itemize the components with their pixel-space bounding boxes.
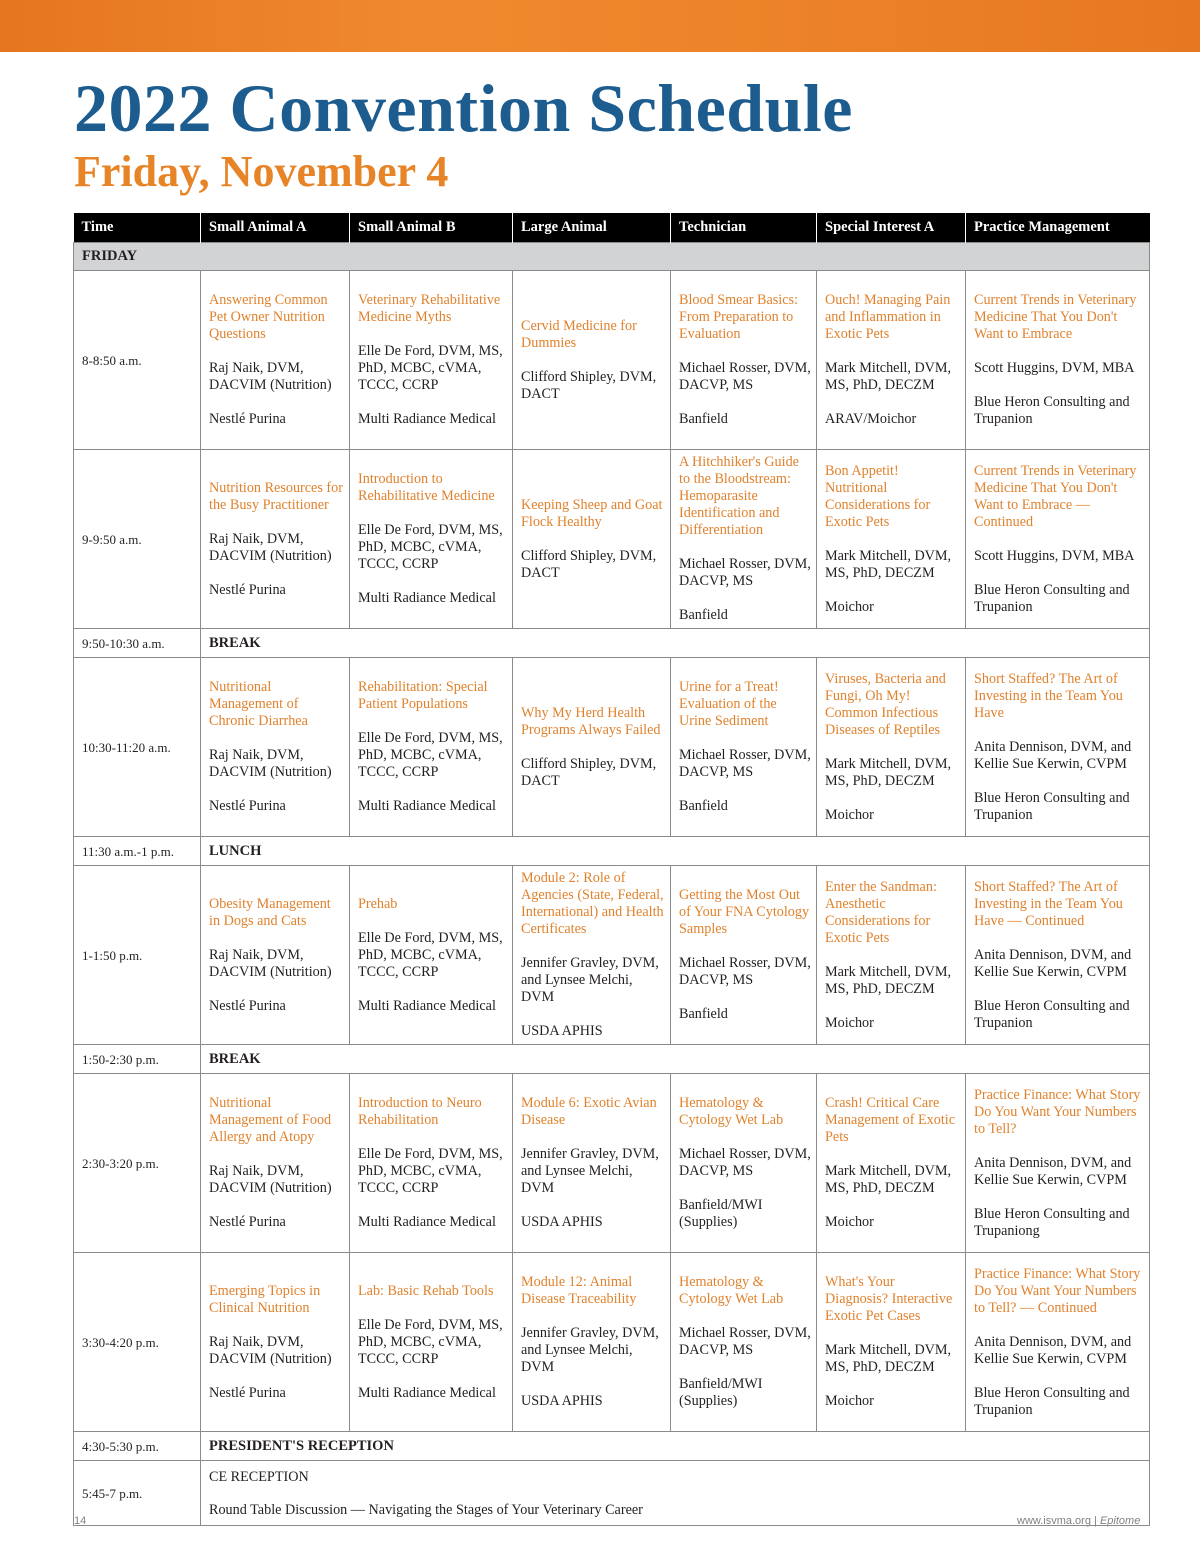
spacer xyxy=(974,1189,1145,1206)
spacer xyxy=(209,514,345,531)
spacer xyxy=(521,1197,666,1214)
spacer xyxy=(358,981,508,998)
spacer xyxy=(358,781,508,798)
session-sponsor: Nestlé Purina xyxy=(209,1384,286,1401)
break-label: BREAK xyxy=(201,1045,1150,1074)
session-cell xyxy=(671,866,817,1045)
session-speaker: Raj Naik, DVM, DACVIM (Nutrition) xyxy=(209,360,332,393)
session-sponsor: Banfield xyxy=(679,411,728,427)
session-cell xyxy=(966,1253,1150,1432)
session-sponsor: Moichor xyxy=(825,1014,874,1031)
spacer xyxy=(679,590,812,607)
session-sponsor: Blue Heron Consulting and Trupanion xyxy=(974,581,1130,615)
spacer xyxy=(974,1368,1145,1385)
break-label: PRESIDENT'S RECEPTION xyxy=(201,1432,1150,1461)
session-title: Cervid Medicine for Dummies xyxy=(521,317,637,351)
footer-separator: | xyxy=(1094,1515,1097,1527)
session-sponsor: Nestlé Purina xyxy=(209,581,286,598)
spacer xyxy=(825,1146,961,1163)
session-speaker: Michael Rosser, DVM, DACVP, MS xyxy=(679,1146,811,1179)
column-header: Time xyxy=(74,213,201,243)
session-title: Rehabilitation: Special Patient Populations xyxy=(358,679,488,712)
break-row xyxy=(74,1045,1150,1074)
session-speaker: Anita Dennison, DVM, and Kellie Sue Kerwin, CVPM xyxy=(974,1154,1132,1188)
time-cell: 4:30-5:30 p.m. xyxy=(74,1432,201,1461)
spacer xyxy=(209,730,345,747)
break-label: BREAK xyxy=(201,629,1150,658)
spacer xyxy=(358,1300,508,1317)
session-title: Crash! Critical Care Management of Exotic Pets xyxy=(825,1095,956,1145)
spacer xyxy=(825,531,961,548)
session-title: Enter the Sandman: Anesthetic Considerations for Exotic Pets xyxy=(825,878,937,946)
session-cell xyxy=(513,866,671,1045)
session-speaker: Scott Huggins, DVM, MBA xyxy=(974,360,1135,376)
spacer xyxy=(825,790,961,807)
session-speaker: Elle De Ford, DVM, MS, PhD, MCBC, cVMA, TCCC, CCRP xyxy=(358,929,503,980)
session-cell xyxy=(966,1074,1150,1253)
session-sponsor: ARAV/Moichor xyxy=(825,411,917,427)
spacer xyxy=(358,1368,508,1385)
session-speaker: Mark Mitchell, DVM, MS, PhD, DECZM xyxy=(825,360,952,393)
session-row xyxy=(74,866,1150,1045)
spacer xyxy=(521,1376,666,1393)
session-cell xyxy=(817,450,966,629)
session-cell xyxy=(201,271,350,450)
spacer xyxy=(209,1197,345,1214)
session-sponsor: Multi Radiance Medical xyxy=(358,798,496,814)
time-cell: 3:30-4:20 p.m. xyxy=(74,1253,201,1432)
spacer xyxy=(679,539,812,556)
session-speaker: Anita Dennison, DVM, and Kellie Sue Kerwin, CVPM xyxy=(974,946,1132,980)
session-speaker: Michael Rosser, DVM, DACVP, MS xyxy=(679,747,811,780)
session-cell xyxy=(513,450,671,629)
session-cell xyxy=(201,1074,350,1253)
spacer xyxy=(521,352,666,369)
session-speaker: Michael Rosser, DVM, DACVP, MS xyxy=(679,556,811,589)
session-cell xyxy=(671,271,817,450)
session-sponsor: Banfield/MWI (Supplies) xyxy=(679,1197,763,1230)
session-speaker: Mark Mitchell, DVM, MS, PhD, DECZM xyxy=(825,1163,952,1196)
session-title: Module 6: Exotic Avian Disease xyxy=(521,1095,657,1128)
session-cell xyxy=(350,658,513,837)
spacer xyxy=(521,1129,666,1146)
session-cell xyxy=(966,450,1150,629)
session-title: Introduction to Neuro Rehabilitation xyxy=(358,1095,482,1128)
session-speaker: Anita Dennison, DVM, and Kellie Sue Kerwin, CVPM xyxy=(974,738,1132,772)
session-sponsor: Blue Heron Consulting and Trupanion xyxy=(974,394,1130,427)
session-sponsor: Multi Radiance Medical xyxy=(358,1384,496,1401)
spacer xyxy=(521,739,666,756)
session-title: Keeping Sheep and Goat Flock Healthy xyxy=(521,496,663,530)
session-title: A Hitchhiker's Guide to the Bloodstream: Hemoparasite Identification and Differentiation xyxy=(679,454,799,538)
day-label: FRIDAY xyxy=(74,243,1150,271)
spacer xyxy=(358,573,508,590)
session-cell xyxy=(817,271,966,450)
reception-cell xyxy=(201,1461,1150,1526)
spacer xyxy=(974,565,1145,582)
day-row xyxy=(74,243,1150,271)
session-sponsor: Blue Heron Consulting and Trupanion xyxy=(974,789,1130,823)
reception-row xyxy=(74,1461,1150,1526)
session-title: Module 12: Animal Disease Traceability xyxy=(521,1274,637,1307)
session-cell xyxy=(671,658,817,837)
time-cell: 2:30-3:20 p.m. xyxy=(74,1074,201,1253)
session-speaker: Elle De Ford, DVM, MS, PhD, MCBC, cVMA, TCCC, CCRP xyxy=(358,730,503,780)
spacer xyxy=(679,1359,812,1376)
session-cell xyxy=(350,866,513,1045)
session-speaker: Clifford Shipley, DVM, DACT xyxy=(521,368,657,402)
time-cell: 8-8:50 a.m. xyxy=(74,271,201,450)
spacer xyxy=(209,1368,345,1385)
session-sponsor: Multi Radiance Medical xyxy=(358,411,496,427)
session-cell xyxy=(513,1253,671,1432)
session-title: Short Staffed? The Art of Investing in the Team You Have — Continued xyxy=(974,878,1123,929)
session-sponsor: Moichor xyxy=(825,598,874,615)
spacer xyxy=(825,1197,961,1214)
session-cell xyxy=(817,1074,966,1253)
session-title: Viruses, Bacteria and Fungi, Oh My! Common Infectious Diseases of Reptiles xyxy=(825,670,946,738)
session-sponsor: USDA APHIS xyxy=(521,1214,603,1230)
session-title: Bon Appetit! Nutritional Considerations for Exotic Pets xyxy=(825,462,931,530)
spacer xyxy=(209,781,345,798)
session-title: Practice Finance: What Story Do You Want Your Numbers to Tell? xyxy=(974,1086,1141,1137)
spacer xyxy=(521,1006,666,1023)
break-row xyxy=(74,837,1150,866)
session-row xyxy=(74,271,1150,450)
column-header: Small Animal A xyxy=(201,213,350,243)
session-cell xyxy=(513,1074,671,1253)
spacer xyxy=(358,913,508,930)
session-sponsor: Moichor xyxy=(825,1393,874,1409)
spacer xyxy=(974,1138,1145,1155)
session-cell xyxy=(350,450,513,629)
spacer xyxy=(825,343,961,360)
session-cell xyxy=(201,450,350,629)
session-title: Blood Smear Basics: From Preparation to Evaluation xyxy=(679,292,799,342)
spacer xyxy=(974,343,1145,360)
session-speaker: Clifford Shipley, DVM, DACT xyxy=(521,547,657,581)
page-subtitle: Friday, November 4 xyxy=(74,147,449,196)
session-row xyxy=(74,1074,1150,1253)
spacer xyxy=(358,1129,508,1146)
session-cell xyxy=(671,450,817,629)
session-speaker: Mark Mitchell, DVM, MS, PhD, DECZM xyxy=(825,547,952,581)
session-sponsor: USDA APHIS xyxy=(521,1393,603,1409)
session-speaker: Mark Mitchell, DVM, MS, PhD, DECZM xyxy=(825,755,952,789)
time-cell: 1-1:50 p.m. xyxy=(74,866,201,1045)
session-sponsor: Multi Radiance Medical xyxy=(358,1214,496,1230)
spacer xyxy=(679,730,812,747)
schedule-table xyxy=(73,213,1150,1526)
time-cell: 5:45-7 p.m. xyxy=(74,1461,201,1526)
session-cell xyxy=(966,658,1150,837)
session-title: Current Trends in Veterinary Medicine That You Don't Want to Embrace — Continued xyxy=(974,462,1137,530)
session-title: Emerging Topics in Clinical Nutrition xyxy=(209,1282,321,1316)
spacer xyxy=(358,394,508,411)
session-row xyxy=(74,658,1150,837)
footer-credit xyxy=(1017,1515,1140,1527)
session-title: What's Your Diagnosis? Interactive Exotic Pet Cases xyxy=(825,1274,953,1324)
spacer xyxy=(825,739,961,756)
session-cell xyxy=(817,1253,966,1432)
session-cell xyxy=(201,1253,350,1432)
session-sponsor: Moichor xyxy=(825,806,874,823)
spacer xyxy=(679,1308,812,1325)
session-title: Answering Common Pet Owner Nutrition Questions xyxy=(209,292,328,342)
session-speaker: Raj Naik, DVM, DACVIM (Nutrition) xyxy=(209,946,332,980)
session-title: Nutritional Management of Food Allergy and Atopy xyxy=(209,1095,332,1145)
session-title: Introduction to Rehabilitative Medicine xyxy=(358,471,495,504)
session-speaker: Jennifer Gravley, DVM, and Lynsee Melchi, DVM xyxy=(521,1325,659,1375)
session-title: Hematology & Cytology Wet Lab xyxy=(679,1274,784,1307)
session-title: Lab: Basic Rehab Tools xyxy=(358,1282,494,1299)
page-number: 14 xyxy=(74,1515,87,1527)
session-cell xyxy=(966,271,1150,450)
break-row xyxy=(74,1432,1150,1461)
session-cell xyxy=(966,866,1150,1045)
footer-site: www.isvma.org xyxy=(1017,1515,1091,1527)
session-speaker: Anita Dennison, DVM, and Kellie Sue Kerwin, CVPM xyxy=(974,1333,1132,1367)
session-title: Veterinary Rehabilitative Medicine Myths xyxy=(358,292,501,325)
session-speaker: Jennifer Gravley, DVM, and Lynsee Melchi, DVM xyxy=(521,955,659,1005)
spacer xyxy=(679,781,812,798)
session-cell xyxy=(513,271,671,450)
session-speaker: Elle De Ford, DVM, MS, PhD, MCBC, cVMA, TCCC, CCRP xyxy=(358,343,503,393)
session-sponsor: Nestlé Purina xyxy=(209,798,286,814)
session-sponsor: Banfield xyxy=(679,798,728,814)
time-cell: 9:50-10:30 a.m. xyxy=(74,629,201,658)
spacer xyxy=(209,981,345,998)
session-sponsor: Nestlé Purina xyxy=(209,1214,286,1230)
session-title: Module 2: Role of Agencies (State, Federal, International) and Health Certificates xyxy=(521,870,664,937)
session-speaker: Elle De Ford, DVM, MS, PhD, MCBC, cVMA, TCCC, CCRP xyxy=(358,522,503,572)
session-cell xyxy=(513,658,671,837)
spacer xyxy=(974,773,1145,790)
column-header: Technician xyxy=(671,213,817,243)
session-speaker: Michael Rosser, DVM, DACVP, MS xyxy=(679,955,811,988)
spacer xyxy=(209,1317,345,1334)
spacer xyxy=(679,938,812,955)
spacer xyxy=(974,531,1145,548)
spacer xyxy=(825,582,961,599)
time-cell: 11:30 a.m.-1 p.m. xyxy=(74,837,201,866)
session-speaker: Clifford Shipley, DVM, DACT xyxy=(521,755,657,789)
spacer xyxy=(358,326,508,343)
spacer xyxy=(521,938,666,955)
session-cell xyxy=(817,866,966,1045)
spacer xyxy=(209,394,345,411)
session-cell xyxy=(350,271,513,450)
session-sponsor: Blue Heron Consulting and Trupaniong xyxy=(974,1205,1130,1239)
session-speaker: Jennifer Gravley, DVM, and Lynsee Melchi, DVM xyxy=(521,1146,659,1196)
spacer xyxy=(679,1180,812,1197)
session-title: Prehab xyxy=(358,895,398,912)
page-title: 2022 Convention Schedule xyxy=(74,70,853,146)
session-sponsor: Multi Radiance Medical xyxy=(358,590,496,606)
session-sponsor: Nestlé Purina xyxy=(209,997,286,1014)
session-sponsor: Moichor xyxy=(825,1214,874,1230)
session-title: Why My Herd Health Programs Always Failed xyxy=(521,704,661,738)
column-header-row xyxy=(74,213,1150,243)
spacer xyxy=(825,1376,961,1393)
session-title: Hematology & Cytology Wet Lab xyxy=(679,1095,784,1128)
session-cell xyxy=(201,866,350,1045)
spacer xyxy=(209,930,345,947)
session-row xyxy=(74,1253,1150,1432)
session-sponsor: Blue Heron Consulting and Trupanion xyxy=(974,997,1130,1031)
reception-title: CE RECEPTION xyxy=(209,1468,309,1485)
column-header: Special Interest A xyxy=(817,213,966,243)
spacer xyxy=(825,1325,961,1342)
session-row xyxy=(74,450,1150,629)
spacer xyxy=(358,713,508,730)
time-cell: 1:50-2:30 p.m. xyxy=(74,1045,201,1074)
spacer xyxy=(209,343,345,360)
session-speaker: Mark Mitchell, DVM, MS, PhD, DECZM xyxy=(825,963,952,997)
spacer xyxy=(974,930,1145,947)
session-speaker: Raj Naik, DVM, DACVIM (Nutrition) xyxy=(209,1333,332,1367)
session-title: Ouch! Managing Pain and Inflammation in Exotic Pets xyxy=(825,292,951,342)
footer-publication: Epitome xyxy=(1099,1515,1141,1527)
session-cell xyxy=(671,1253,817,1432)
spacer xyxy=(209,1146,345,1163)
session-speaker: Raj Naik, DVM, DACVIM (Nutrition) xyxy=(209,747,332,780)
session-title: Getting the Most Out of Your FNA Cytology Samples xyxy=(679,887,810,937)
session-title: Obesity Management in Dogs and Cats xyxy=(209,895,331,929)
spacer xyxy=(679,394,812,411)
column-header: Practice Management xyxy=(966,213,1150,243)
spacer xyxy=(521,531,666,548)
column-header: Small Animal B xyxy=(350,213,513,243)
spacer xyxy=(358,505,508,522)
spacer xyxy=(825,947,961,964)
spacer xyxy=(679,989,812,1006)
column-header: Large Animal xyxy=(513,213,671,243)
spacer xyxy=(825,998,961,1015)
session-speaker: Michael Rosser, DVM, DACVP, MS xyxy=(679,1325,811,1358)
session-speaker: Elle De Ford, DVM, MS, PhD, MCBC, cVMA, TCCC, CCRP xyxy=(358,1146,503,1196)
top-orange-banner xyxy=(0,0,1200,52)
spacer xyxy=(209,565,345,582)
session-cell xyxy=(201,658,350,837)
session-title: Current Trends in Veterinary Medicine That You Don't Want to Embrace xyxy=(974,292,1137,342)
break-label: LUNCH xyxy=(201,837,1150,866)
session-speaker: Mark Mitchell, DVM, MS, PhD, DECZM xyxy=(825,1342,952,1375)
session-title: Nutritional Management of Chronic Diarrhea xyxy=(209,679,308,729)
spacer xyxy=(825,394,961,411)
session-sponsor: Banfield xyxy=(679,607,728,623)
session-speaker: Raj Naik, DVM, DACVIM (Nutrition) xyxy=(209,1163,332,1196)
session-speaker: Scott Huggins, DVM, MBA xyxy=(974,547,1135,564)
session-cell xyxy=(671,1074,817,1253)
session-cell xyxy=(350,1253,513,1432)
session-sponsor: Banfield/MWI (Supplies) xyxy=(679,1376,763,1409)
spacer xyxy=(679,1129,812,1146)
session-sponsor: Blue Heron Consulting and Trupanion xyxy=(974,1384,1130,1418)
session-title: Practice Finance: What Story Do You Want Your Numbers to Tell? — Continued xyxy=(974,1265,1141,1316)
session-sponsor: Nestlé Purina xyxy=(209,411,286,427)
spacer xyxy=(358,1197,508,1214)
session-speaker: Michael Rosser, DVM, DACVP, MS xyxy=(679,360,811,393)
spacer xyxy=(679,343,812,360)
spacer xyxy=(974,377,1145,394)
session-title: Short Staffed? The Art of Investing in the Team You Have xyxy=(974,670,1123,721)
time-cell: 9-9:50 a.m. xyxy=(74,450,201,629)
spacer xyxy=(974,722,1145,739)
spacer xyxy=(974,981,1145,998)
session-cell xyxy=(350,1074,513,1253)
spacer xyxy=(521,1308,666,1325)
spacer xyxy=(974,1317,1145,1334)
break-row xyxy=(74,629,1150,658)
session-cell xyxy=(817,658,966,837)
spacer xyxy=(209,1486,1145,1501)
session-title: Nutrition Resources for the Busy Practitioner xyxy=(209,479,343,513)
session-speaker: Elle De Ford, DVM, MS, PhD, MCBC, cVMA, TCCC, CCRP xyxy=(358,1316,503,1367)
session-speaker: Raj Naik, DVM, DACVIM (Nutrition) xyxy=(209,530,332,564)
reception-description: Round Table Discussion — Navigating the Stages of Your Veterinary Career xyxy=(209,1501,643,1518)
time-cell: 10:30-11:20 a.m. xyxy=(74,658,201,837)
session-sponsor: USDA APHIS xyxy=(521,1023,603,1039)
session-sponsor: Multi Radiance Medical xyxy=(358,997,496,1014)
session-sponsor: Banfield xyxy=(679,1006,728,1022)
session-title: Urine for a Treat! Evaluation of the Urine Sediment xyxy=(679,679,779,729)
